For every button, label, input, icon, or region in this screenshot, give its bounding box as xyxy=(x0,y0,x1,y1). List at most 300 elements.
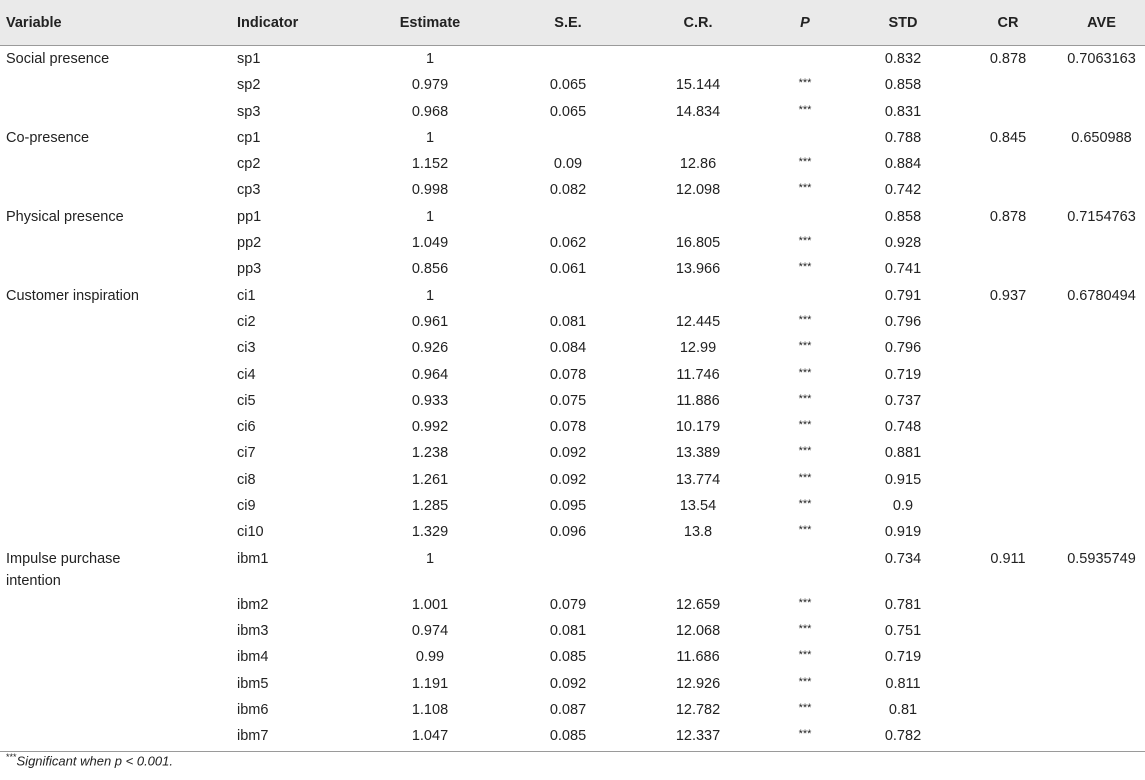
cell-ave xyxy=(1058,335,1145,361)
cell-composite-reliability: 0.845 xyxy=(989,129,1027,146)
cell-indicator: cp2 xyxy=(237,156,261,173)
cell-se xyxy=(502,204,634,230)
cell-p xyxy=(762,125,848,151)
cell-std: 0.796 xyxy=(884,340,922,357)
cell-se: 0.092 xyxy=(549,445,587,462)
header-p: P xyxy=(762,0,848,46)
cell-se xyxy=(502,125,634,151)
cell-p: *** xyxy=(798,77,812,90)
cell-estimate: 1 xyxy=(425,208,435,225)
cell-std: 0.858 xyxy=(884,77,922,94)
table-row xyxy=(0,283,1145,309)
cell-p: *** xyxy=(798,103,812,116)
cell-se: 0.09 xyxy=(553,156,583,173)
cell-composite-reliability: 0.937 xyxy=(989,287,1027,304)
variable-label xyxy=(6,644,237,646)
header-std: STD xyxy=(848,0,958,46)
cell-estimate: 1.329 xyxy=(411,524,449,541)
cell-cr: 11.686 xyxy=(676,649,720,666)
cell-se: 0.065 xyxy=(549,77,587,94)
cell-composite-reliability xyxy=(958,177,1058,203)
cell-cr xyxy=(634,546,762,592)
cell-indicator: pp1 xyxy=(237,208,262,225)
cell-indicator: ci6 xyxy=(237,419,256,436)
cell-variable xyxy=(0,335,237,361)
variable-label xyxy=(6,230,237,232)
cell-std: 0.919 xyxy=(884,524,922,541)
cell-ave xyxy=(1058,440,1145,466)
cell-cr xyxy=(634,283,762,309)
cell-variable xyxy=(0,125,237,151)
cell-cr: 12.098 xyxy=(675,182,721,199)
cell-std: 0.782 xyxy=(848,723,958,752)
header-cr: C.R. xyxy=(634,0,762,46)
cell-se xyxy=(502,546,634,592)
variable-label xyxy=(6,362,237,364)
variable-label xyxy=(6,493,237,495)
variable-label: Social presence xyxy=(6,51,110,67)
cell-se xyxy=(502,46,634,73)
cell-ave xyxy=(1058,414,1145,440)
table-row xyxy=(0,546,1145,592)
cell-se: 0.085 xyxy=(502,723,634,752)
cell-estimate: 0.99 xyxy=(415,649,445,666)
cell-ave xyxy=(1058,72,1145,98)
table-row xyxy=(0,414,1145,440)
cell-ave: 0.7154763 xyxy=(1067,208,1136,225)
cell-indicator: ci4 xyxy=(237,366,256,383)
cell-ave xyxy=(1058,362,1145,388)
header-estimate: Estimate xyxy=(358,0,502,46)
cell-composite-reliability xyxy=(958,592,1058,618)
table-row xyxy=(0,151,1145,177)
cell-se: 0.096 xyxy=(549,524,587,541)
cell-std: 0.741 xyxy=(884,261,922,278)
table-row xyxy=(0,519,1145,545)
cell-composite-reliability xyxy=(958,723,1058,752)
cell-se: 0.095 xyxy=(549,498,587,515)
cell-variable xyxy=(0,388,237,414)
cell-composite-reliability xyxy=(958,467,1058,493)
cell-std: 0.737 xyxy=(884,392,922,409)
table-row xyxy=(0,362,1145,388)
variable-label xyxy=(6,99,237,101)
cell-se xyxy=(502,283,634,309)
cell-variable xyxy=(0,46,237,73)
cell-p xyxy=(762,283,848,309)
cell-p: *** xyxy=(762,723,848,752)
cell-estimate: 1.285 xyxy=(411,498,449,515)
variable-label xyxy=(6,440,237,442)
cell-p xyxy=(762,204,848,230)
header-indicator: Indicator xyxy=(237,0,358,46)
variable-label: Co-presence xyxy=(6,129,90,146)
cell-composite-reliability xyxy=(958,388,1058,414)
cell-p: *** xyxy=(798,675,812,688)
cell-se: 0.092 xyxy=(549,675,587,692)
cell-std: 0.748 xyxy=(884,419,922,436)
cell-indicator: ibm5 xyxy=(237,675,269,692)
cell-composite-reliability xyxy=(958,440,1058,466)
table-row xyxy=(0,618,1145,644)
cell-se: 0.081 xyxy=(549,622,587,639)
cell-estimate: 0.961 xyxy=(411,313,449,330)
cell-ave xyxy=(1058,493,1145,519)
table-row xyxy=(0,440,1145,466)
variable-label xyxy=(6,592,237,594)
cell-indicator: ci7 xyxy=(237,445,256,462)
cell-variable xyxy=(0,72,237,98)
cell-variable xyxy=(0,592,237,618)
cell-variable xyxy=(0,618,237,644)
cell-indicator: ci1 xyxy=(237,287,256,304)
cell-composite-reliability xyxy=(958,414,1058,440)
variable-label xyxy=(6,309,237,311)
cell-variable xyxy=(0,546,237,592)
cell-estimate: 1 xyxy=(425,129,435,146)
footnote-stars: *** xyxy=(6,752,17,762)
variable-label xyxy=(6,388,237,390)
cell-composite-reliability xyxy=(958,671,1058,697)
cell-std: 0.734 xyxy=(884,550,922,567)
cell-composite-reliability xyxy=(958,72,1058,98)
variable-label xyxy=(6,519,237,521)
header-ave: AVE xyxy=(1058,0,1145,46)
cell-se: 0.084 xyxy=(549,340,587,357)
cell-composite-reliability xyxy=(958,697,1058,723)
table-footnote xyxy=(6,752,173,768)
cell-std: 0.719 xyxy=(884,366,922,383)
cell-ave: 0.7063163 xyxy=(1067,51,1136,67)
cell-variable xyxy=(0,414,237,440)
table-row xyxy=(0,493,1145,519)
cell-std: 0.858 xyxy=(884,208,922,225)
cell-ave xyxy=(1058,151,1145,177)
cell-std: 0.811 xyxy=(885,675,921,692)
cell-std: 0.81 xyxy=(888,701,918,718)
cell-se: 0.092 xyxy=(549,471,587,488)
cell-p: *** xyxy=(798,182,812,195)
cell-se: 0.062 xyxy=(549,235,587,252)
cell-std: 0.788 xyxy=(884,129,922,146)
cell-indicator: ci5 xyxy=(237,392,256,409)
cell-ave xyxy=(1058,618,1145,644)
cell-ave: 0.650988 xyxy=(1071,129,1132,146)
cell-variable xyxy=(0,362,237,388)
cell-indicator: ibm7 xyxy=(237,723,358,752)
cell-composite-reliability xyxy=(958,493,1058,519)
cell-variable xyxy=(0,309,237,335)
table-header-row xyxy=(0,0,1145,46)
cell-variable xyxy=(0,697,237,723)
table-row xyxy=(0,671,1145,697)
cell-p: *** xyxy=(798,261,812,274)
cell-cr xyxy=(634,46,762,73)
cell-cr xyxy=(634,125,762,151)
cell-composite-reliability xyxy=(958,644,1058,670)
cell-se: 0.079 xyxy=(549,596,587,613)
cell-se: 0.065 xyxy=(549,103,587,120)
cell-composite-reliability xyxy=(958,151,1058,177)
table-row xyxy=(0,177,1145,203)
cell-indicator: sp1 xyxy=(237,51,261,67)
table-row xyxy=(0,309,1145,335)
cell-variable xyxy=(0,440,237,466)
table-row xyxy=(0,467,1145,493)
cell-estimate: 1.047 xyxy=(358,723,502,752)
cell-variable xyxy=(0,723,237,752)
cell-estimate: 1.152 xyxy=(411,156,449,173)
cell-p: *** xyxy=(798,419,812,432)
cell-se: 0.078 xyxy=(549,366,587,383)
cell-variable xyxy=(0,177,237,203)
cell-cr: 12.068 xyxy=(675,622,721,639)
header-composite-reliability: CR xyxy=(958,0,1058,46)
cell-indicator: sp3 xyxy=(237,103,261,120)
cell-indicator: ci10 xyxy=(237,524,264,541)
cell-cr: 12.659 xyxy=(675,596,721,613)
variable-label: Physical presence xyxy=(6,208,124,225)
cell-variable xyxy=(0,493,237,519)
cell-p: *** xyxy=(798,392,812,405)
cell-std: 0.796 xyxy=(884,313,922,330)
variable-label xyxy=(6,697,237,699)
cell-estimate: 0.992 xyxy=(411,419,449,436)
cell-estimate: 1.191 xyxy=(411,675,449,692)
cell-indicator: ci3 xyxy=(237,340,256,357)
cell-cr: 11.886 xyxy=(676,392,720,409)
cell-indicator: cp3 xyxy=(237,182,261,199)
cell-indicator: ci2 xyxy=(237,313,256,330)
cell-ave xyxy=(1058,99,1145,125)
variable-label xyxy=(6,723,237,725)
cell-ave xyxy=(1058,644,1145,670)
cell-se: 0.082 xyxy=(549,182,587,199)
cell-p: *** xyxy=(798,445,812,458)
cell-std: 0.719 xyxy=(884,649,922,666)
cell-cr: 12.99 xyxy=(679,340,717,357)
cell-variable xyxy=(0,151,237,177)
cell-p: *** xyxy=(798,471,812,484)
cell-cr: 13.8 xyxy=(683,524,713,541)
cell-std: 0.9 xyxy=(892,498,914,515)
cell-indicator: ibm3 xyxy=(237,622,269,639)
cell-cr: 13.774 xyxy=(675,471,721,488)
cell-variable xyxy=(0,644,237,670)
cell-ave xyxy=(1058,388,1145,414)
cell-indicator: ibm1 xyxy=(237,550,269,567)
cell-se: 0.087 xyxy=(549,701,587,718)
cell-estimate: 1 xyxy=(425,550,435,567)
cell-cr: 11.746 xyxy=(676,366,720,383)
table-row xyxy=(0,72,1145,98)
table-row xyxy=(0,592,1145,618)
cell-std: 0.881 xyxy=(884,445,922,462)
table-row xyxy=(0,723,1145,752)
header-se: S.E. xyxy=(502,0,634,46)
header-variable: Variable xyxy=(0,0,237,46)
cell-p: *** xyxy=(798,498,812,511)
cell-estimate: 1.261 xyxy=(411,471,449,488)
table-row xyxy=(0,697,1145,723)
variable-label xyxy=(6,335,237,337)
cell-cr: 14.834 xyxy=(675,103,721,120)
cell-ave: 0.5935749 xyxy=(1067,550,1136,567)
cell-estimate: 0.974 xyxy=(411,622,449,639)
cell-cr: 13.54 xyxy=(679,498,717,515)
cell-estimate: 1.108 xyxy=(411,701,449,718)
cell-indicator: ibm2 xyxy=(237,596,269,613)
cell-std: 0.928 xyxy=(884,235,922,252)
cell-ave: 0.6780494 xyxy=(1067,287,1136,304)
cell-cr: 12.86 xyxy=(679,156,717,173)
cell-cr: 12.445 xyxy=(675,313,721,330)
cell-variable xyxy=(0,467,237,493)
cell-p: *** xyxy=(798,156,812,169)
cell-cr: 12.337 xyxy=(634,723,762,752)
cell-ave xyxy=(1058,671,1145,697)
cell-composite-reliability: 0.878 xyxy=(989,51,1027,67)
cell-ave xyxy=(1058,230,1145,256)
cell-variable xyxy=(0,519,237,545)
table-body xyxy=(0,46,1145,752)
cell-composite-reliability xyxy=(958,362,1058,388)
cell-p: *** xyxy=(798,524,812,537)
cell-std: 0.831 xyxy=(884,103,922,120)
cell-composite-reliability xyxy=(958,256,1058,282)
cell-std: 0.884 xyxy=(884,156,922,173)
cell-indicator: ibm4 xyxy=(237,649,269,666)
cell-ave xyxy=(1058,592,1145,618)
cell-p: *** xyxy=(798,313,812,326)
cell-variable xyxy=(0,99,237,125)
cell-std: 0.791 xyxy=(884,287,922,304)
cell-composite-reliability: 0.911 xyxy=(990,550,1026,567)
table-row xyxy=(0,204,1145,230)
cell-cr: 10.179 xyxy=(675,419,721,436)
cell-ave xyxy=(1058,697,1145,723)
cell-std: 0.781 xyxy=(884,596,922,613)
cell-estimate: 0.926 xyxy=(411,340,449,357)
cell-ave xyxy=(1058,519,1145,545)
cell-cr xyxy=(634,204,762,230)
cell-variable xyxy=(0,671,237,697)
cell-estimate: 0.933 xyxy=(411,392,449,409)
cell-cr: 16.805 xyxy=(675,235,721,252)
variable-label xyxy=(6,671,237,673)
variable-label: Impulse purchase intention xyxy=(6,550,121,589)
table-row xyxy=(0,230,1145,256)
cell-p: *** xyxy=(798,235,812,248)
cell-ave xyxy=(1058,723,1145,752)
cell-p: *** xyxy=(798,622,812,635)
cell-indicator: ci9 xyxy=(237,498,256,515)
cell-variable xyxy=(0,230,237,256)
cell-indicator: sp2 xyxy=(237,77,261,94)
cell-estimate: 0.979 xyxy=(411,77,449,94)
cell-variable xyxy=(0,204,237,230)
cell-composite-reliability xyxy=(958,230,1058,256)
variable-label xyxy=(6,177,237,179)
table-row xyxy=(0,125,1145,151)
cell-p: *** xyxy=(798,366,812,379)
cell-se: 0.078 xyxy=(549,419,587,436)
cell-estimate: 1.001 xyxy=(411,596,449,613)
cell-ave xyxy=(1058,467,1145,493)
cell-composite-reliability: 0.878 xyxy=(989,208,1027,225)
variable-label xyxy=(6,467,237,469)
cell-ave xyxy=(1058,309,1145,335)
table-row xyxy=(0,335,1145,361)
table-row xyxy=(0,99,1145,125)
cell-std: 0.832 xyxy=(884,51,922,67)
cell-p: *** xyxy=(798,596,812,609)
cell-estimate: 1 xyxy=(425,51,435,67)
table-row xyxy=(0,256,1145,282)
cell-composite-reliability xyxy=(958,335,1058,361)
cell-composite-reliability xyxy=(958,618,1058,644)
cell-se: 0.085 xyxy=(549,649,587,666)
cell-std: 0.742 xyxy=(884,182,922,199)
cell-indicator: pp3 xyxy=(237,261,262,278)
cell-estimate: 0.998 xyxy=(411,182,449,199)
cell-cr: 12.926 xyxy=(675,675,721,692)
cell-composite-reliability xyxy=(958,519,1058,545)
table-row xyxy=(0,644,1145,670)
cell-composite-reliability xyxy=(958,99,1058,125)
cell-variable xyxy=(0,283,237,309)
cell-cr: 13.389 xyxy=(675,445,721,462)
cell-se: 0.075 xyxy=(549,392,587,409)
cell-se: 0.061 xyxy=(549,261,587,278)
cell-indicator: ibm6 xyxy=(237,701,269,718)
variable-label: Customer inspiration xyxy=(6,287,139,304)
cell-estimate: 1 xyxy=(425,287,435,304)
cell-indicator: cp1 xyxy=(237,129,261,146)
cell-std: 0.751 xyxy=(884,622,922,639)
cell-estimate: 0.964 xyxy=(411,366,449,383)
table-row xyxy=(0,46,1145,73)
variable-label xyxy=(6,618,237,620)
cell-composite-reliability xyxy=(958,309,1058,335)
cell-indicator: ci8 xyxy=(237,471,256,488)
variable-label xyxy=(6,414,237,416)
cell-cr: 15.144 xyxy=(675,77,721,94)
cell-estimate: 0.968 xyxy=(411,103,449,120)
variable-label xyxy=(6,72,237,74)
cell-std: 0.915 xyxy=(884,471,922,488)
cell-estimate: 0.856 xyxy=(411,261,449,278)
cell-estimate: 1.238 xyxy=(411,445,449,462)
table-row xyxy=(0,388,1145,414)
cell-variable xyxy=(0,256,237,282)
variable-label xyxy=(6,256,237,258)
cell-p: *** xyxy=(798,649,812,662)
footnote-text: Significant when p < 0.001. xyxy=(16,753,173,769)
cell-ave xyxy=(1058,177,1145,203)
cell-estimate: 1.049 xyxy=(411,235,449,252)
cell-p xyxy=(762,546,848,592)
cell-se: 0.081 xyxy=(549,313,587,330)
cell-cr: 13.966 xyxy=(675,261,721,278)
cell-indicator: pp2 xyxy=(237,235,262,252)
variable-label xyxy=(6,151,237,153)
cell-p: *** xyxy=(798,701,812,714)
cell-cr: 12.782 xyxy=(675,701,721,718)
cell-ave xyxy=(1058,256,1145,282)
cell-p: *** xyxy=(798,340,812,353)
cell-p xyxy=(762,46,848,73)
